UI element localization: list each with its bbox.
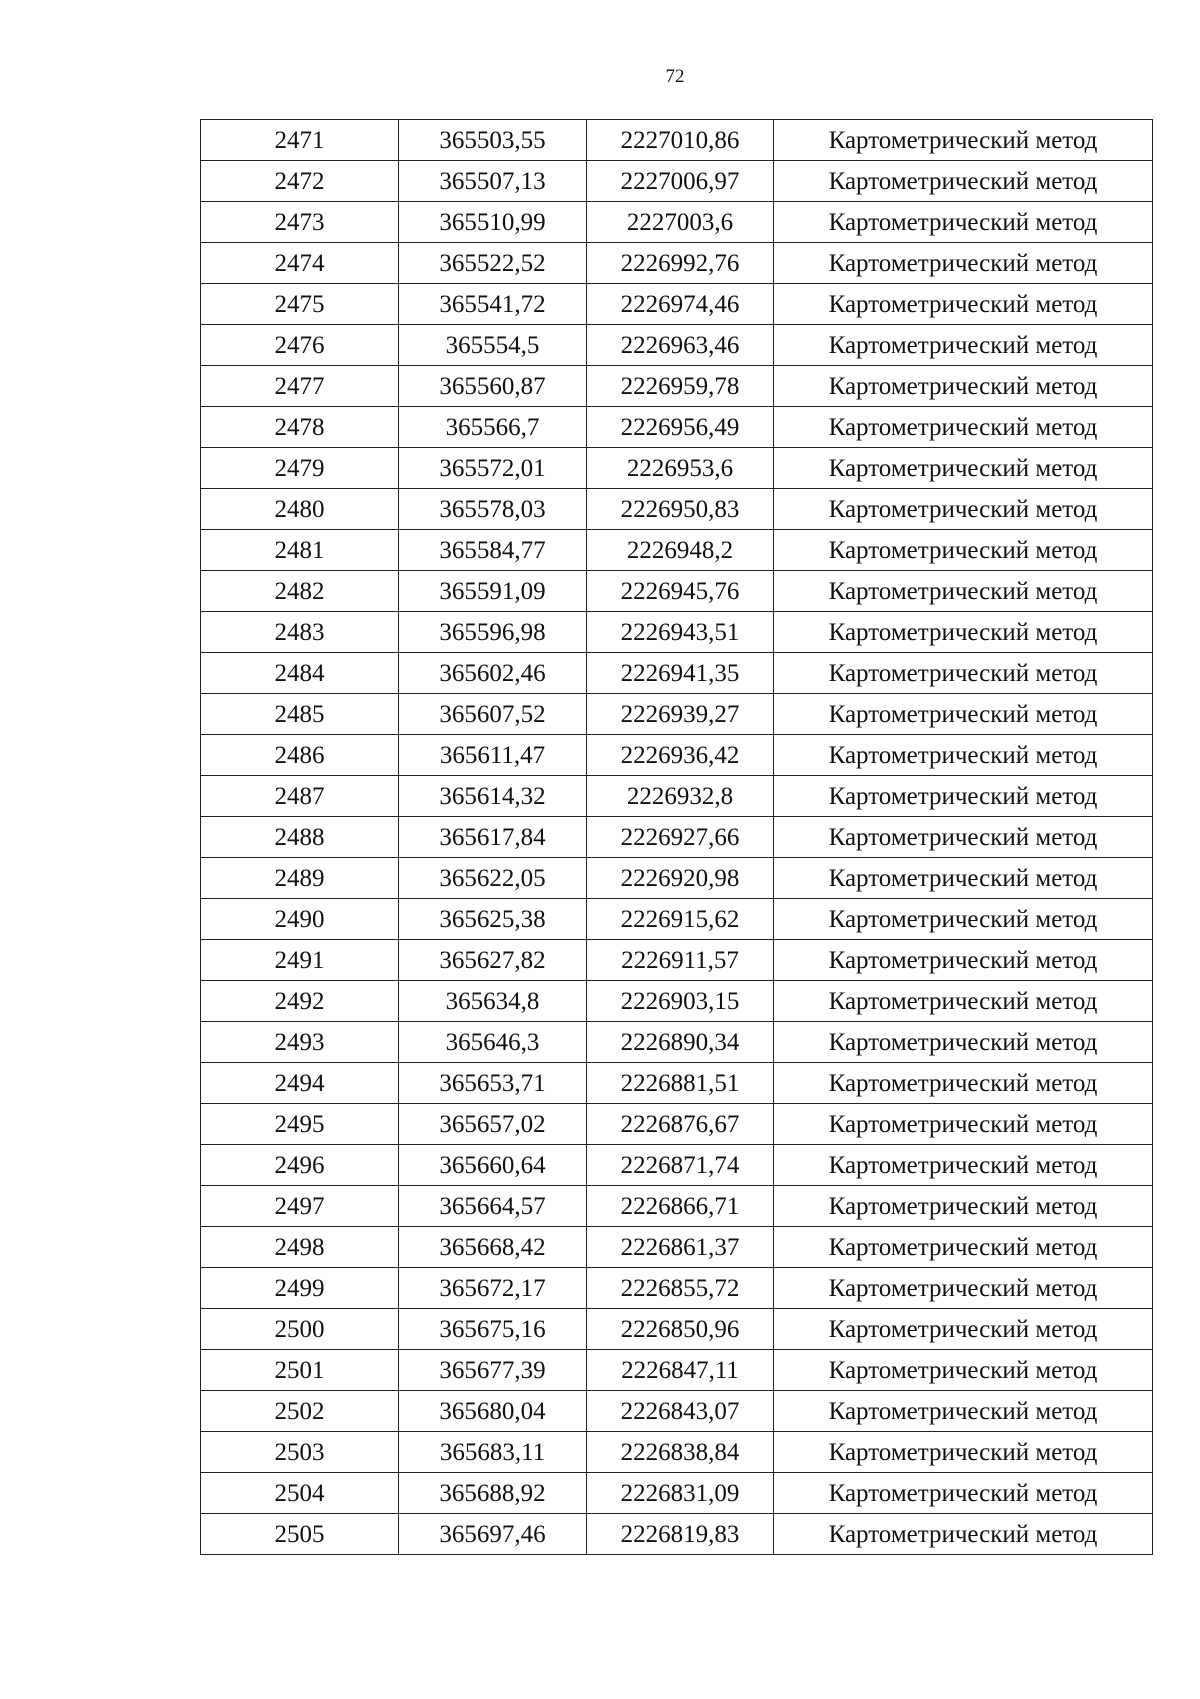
- x-coordinate-cell: 365560,87: [399, 366, 587, 407]
- coordinates-table: [200, 119, 1153, 1555]
- x-coordinate-cell: 365566,7: [399, 407, 587, 448]
- table-row: [201, 653, 1153, 694]
- method-cell: Картометрический метод: [774, 407, 1153, 448]
- y-coordinate-cell: 2226953,6: [587, 448, 774, 489]
- point-number-cell: 2498: [201, 1227, 399, 1268]
- table-row: [201, 1309, 1153, 1350]
- method-cell: Картометрический метод: [774, 981, 1153, 1022]
- x-coordinate-cell: 365584,77: [399, 530, 587, 571]
- method-cell: Картометрический метод: [774, 612, 1153, 653]
- x-coordinate-cell: 365572,01: [399, 448, 587, 489]
- table-row: [201, 366, 1153, 407]
- y-coordinate-cell: 2226920,98: [587, 858, 774, 899]
- method-cell: Картометрический метод: [774, 858, 1153, 899]
- y-coordinate-cell: 2226847,11: [587, 1350, 774, 1391]
- x-coordinate-cell: 365672,17: [399, 1268, 587, 1309]
- method-cell: Картометрический метод: [774, 1391, 1153, 1432]
- point-number-cell: 2472: [201, 161, 399, 202]
- point-number-cell: 2501: [201, 1350, 399, 1391]
- y-coordinate-cell: 2226963,46: [587, 325, 774, 366]
- table-row: [201, 858, 1153, 899]
- point-number-cell: 2500: [201, 1309, 399, 1350]
- method-cell: Картометрический метод: [774, 366, 1153, 407]
- method-cell: Картометрический метод: [774, 284, 1153, 325]
- x-coordinate-cell: 365625,38: [399, 899, 587, 940]
- table-row: [201, 489, 1153, 530]
- method-cell: Картометрический метод: [774, 1145, 1153, 1186]
- point-number-cell: 2481: [201, 530, 399, 571]
- point-number-cell: 2505: [201, 1514, 399, 1555]
- x-coordinate-cell: 365627,82: [399, 940, 587, 981]
- y-coordinate-cell: 2226915,62: [587, 899, 774, 940]
- x-coordinate-cell: 365503,55: [399, 120, 587, 161]
- x-coordinate-cell: 365657,02: [399, 1104, 587, 1145]
- point-number-cell: 2490: [201, 899, 399, 940]
- method-cell: Картометрический метод: [774, 1350, 1153, 1391]
- table-row: [201, 612, 1153, 653]
- point-number-cell: 2473: [201, 202, 399, 243]
- x-coordinate-cell: 365646,3: [399, 1022, 587, 1063]
- method-cell: Картометрический метод: [774, 940, 1153, 981]
- point-number-cell: 2471: [201, 120, 399, 161]
- y-coordinate-cell: 2227003,6: [587, 202, 774, 243]
- table-row: [201, 1432, 1153, 1473]
- table-row: [201, 694, 1153, 735]
- x-coordinate-cell: 365675,16: [399, 1309, 587, 1350]
- x-coordinate-cell: 365664,57: [399, 1186, 587, 1227]
- x-coordinate-cell: 365554,5: [399, 325, 587, 366]
- method-cell: Картометрический метод: [774, 161, 1153, 202]
- y-coordinate-cell: 2226974,46: [587, 284, 774, 325]
- method-cell: Картометрический метод: [774, 1514, 1153, 1555]
- table-row: [201, 1063, 1153, 1104]
- table-row: [201, 284, 1153, 325]
- y-coordinate-cell: 2226941,35: [587, 653, 774, 694]
- method-cell: Картометрический метод: [774, 776, 1153, 817]
- y-coordinate-cell: 2226855,72: [587, 1268, 774, 1309]
- table-row: [201, 202, 1153, 243]
- method-cell: Картометрический метод: [774, 1022, 1153, 1063]
- table-row: [201, 530, 1153, 571]
- y-coordinate-cell: 2226866,71: [587, 1186, 774, 1227]
- page-number: 72: [665, 66, 685, 87]
- point-number-cell: 2495: [201, 1104, 399, 1145]
- y-coordinate-cell: 2227006,97: [587, 161, 774, 202]
- table-row: [201, 571, 1153, 612]
- x-coordinate-cell: 365660,64: [399, 1145, 587, 1186]
- x-coordinate-cell: 365622,05: [399, 858, 587, 899]
- table-row: [201, 1514, 1153, 1555]
- table-row: [201, 1473, 1153, 1514]
- method-cell: Картометрический метод: [774, 1186, 1153, 1227]
- table-row: [201, 776, 1153, 817]
- method-cell: Картометрический метод: [774, 1473, 1153, 1514]
- point-number-cell: 2480: [201, 489, 399, 530]
- table-row: [201, 325, 1153, 366]
- x-coordinate-cell: 365677,39: [399, 1350, 587, 1391]
- method-cell: Картометрический метод: [774, 243, 1153, 284]
- method-cell: Картометрический метод: [774, 694, 1153, 735]
- x-coordinate-cell: 365614,32: [399, 776, 587, 817]
- x-coordinate-cell: 365507,13: [399, 161, 587, 202]
- point-number-cell: 2493: [201, 1022, 399, 1063]
- method-cell: Картометрический метод: [774, 1309, 1153, 1350]
- method-cell: Картометрический метод: [774, 1268, 1153, 1309]
- table-row: [201, 1022, 1153, 1063]
- y-coordinate-cell: 2226950,83: [587, 489, 774, 530]
- method-cell: Картометрический метод: [774, 1063, 1153, 1104]
- coordinates-table-body: [201, 120, 1153, 1555]
- table-row: [201, 1350, 1153, 1391]
- method-cell: Картометрический метод: [774, 735, 1153, 776]
- x-coordinate-cell: 365634,8: [399, 981, 587, 1022]
- method-cell: Картометрический метод: [774, 448, 1153, 489]
- x-coordinate-cell: 365541,72: [399, 284, 587, 325]
- point-number-cell: 2479: [201, 448, 399, 489]
- x-coordinate-cell: 365653,71: [399, 1063, 587, 1104]
- method-cell: Картометрический метод: [774, 530, 1153, 571]
- table-row: [201, 940, 1153, 981]
- x-coordinate-cell: 365510,99: [399, 202, 587, 243]
- y-coordinate-cell: 2226850,96: [587, 1309, 774, 1350]
- table-row: [201, 161, 1153, 202]
- point-number-cell: 2476: [201, 325, 399, 366]
- y-coordinate-cell: 2226939,27: [587, 694, 774, 735]
- point-number-cell: 2491: [201, 940, 399, 981]
- table-row: [201, 1227, 1153, 1268]
- table-row: [201, 1186, 1153, 1227]
- method-cell: Картометрический метод: [774, 571, 1153, 612]
- point-number-cell: 2497: [201, 1186, 399, 1227]
- y-coordinate-cell: 2226843,07: [587, 1391, 774, 1432]
- x-coordinate-cell: 365617,84: [399, 817, 587, 858]
- table-row: [201, 243, 1153, 284]
- x-coordinate-cell: 365680,04: [399, 1391, 587, 1432]
- point-number-cell: 2478: [201, 407, 399, 448]
- point-number-cell: 2485: [201, 694, 399, 735]
- x-coordinate-cell: 365683,11: [399, 1432, 587, 1473]
- point-number-cell: 2504: [201, 1473, 399, 1514]
- point-number-cell: 2482: [201, 571, 399, 612]
- table-row: [201, 448, 1153, 489]
- point-number-cell: 2486: [201, 735, 399, 776]
- table-row: [201, 735, 1153, 776]
- point-number-cell: 2499: [201, 1268, 399, 1309]
- x-coordinate-cell: 365697,46: [399, 1514, 587, 1555]
- y-coordinate-cell: 2226861,37: [587, 1227, 774, 1268]
- y-coordinate-cell: 2226932,8: [587, 776, 774, 817]
- point-number-cell: 2488: [201, 817, 399, 858]
- table-row: [201, 1104, 1153, 1145]
- point-number-cell: 2487: [201, 776, 399, 817]
- method-cell: Картометрический метод: [774, 899, 1153, 940]
- point-number-cell: 2494: [201, 1063, 399, 1104]
- x-coordinate-cell: 365607,52: [399, 694, 587, 735]
- x-coordinate-cell: 365611,47: [399, 735, 587, 776]
- method-cell: Картометрический метод: [774, 489, 1153, 530]
- x-coordinate-cell: 365596,98: [399, 612, 587, 653]
- method-cell: Картометрический метод: [774, 817, 1153, 858]
- point-number-cell: 2492: [201, 981, 399, 1022]
- x-coordinate-cell: 365522,52: [399, 243, 587, 284]
- y-coordinate-cell: 2226936,42: [587, 735, 774, 776]
- point-number-cell: 2484: [201, 653, 399, 694]
- y-coordinate-cell: 2226911,57: [587, 940, 774, 981]
- point-number-cell: 2502: [201, 1391, 399, 1432]
- y-coordinate-cell: 2226819,83: [587, 1514, 774, 1555]
- y-coordinate-cell: 2226903,15: [587, 981, 774, 1022]
- y-coordinate-cell: 2226927,66: [587, 817, 774, 858]
- method-cell: Картометрический метод: [774, 1104, 1153, 1145]
- table-row: [201, 1391, 1153, 1432]
- table-row: [201, 1145, 1153, 1186]
- point-number-cell: 2496: [201, 1145, 399, 1186]
- table-row: [201, 120, 1153, 161]
- point-number-cell: 2474: [201, 243, 399, 284]
- x-coordinate-cell: 365602,46: [399, 653, 587, 694]
- y-coordinate-cell: 2226943,51: [587, 612, 774, 653]
- y-coordinate-cell: 2226992,76: [587, 243, 774, 284]
- y-coordinate-cell: 2226945,76: [587, 571, 774, 612]
- table-row: [201, 1268, 1153, 1309]
- y-coordinate-cell: 2226831,09: [587, 1473, 774, 1514]
- y-coordinate-cell: 2226959,78: [587, 366, 774, 407]
- y-coordinate-cell: 2227010,86: [587, 120, 774, 161]
- x-coordinate-cell: 365668,42: [399, 1227, 587, 1268]
- x-coordinate-cell: 365591,09: [399, 571, 587, 612]
- method-cell: Картометрический метод: [774, 653, 1153, 694]
- table-row: [201, 817, 1153, 858]
- point-number-cell: 2477: [201, 366, 399, 407]
- y-coordinate-cell: 2226881,51: [587, 1063, 774, 1104]
- method-cell: Картометрический метод: [774, 1432, 1153, 1473]
- method-cell: Картометрический метод: [774, 1227, 1153, 1268]
- y-coordinate-cell: 2226871,74: [587, 1145, 774, 1186]
- point-number-cell: 2475: [201, 284, 399, 325]
- method-cell: Картометрический метод: [774, 120, 1153, 161]
- x-coordinate-cell: 365688,92: [399, 1473, 587, 1514]
- point-number-cell: 2483: [201, 612, 399, 653]
- point-number-cell: 2503: [201, 1432, 399, 1473]
- y-coordinate-cell: 2226948,2: [587, 530, 774, 571]
- table-row: [201, 407, 1153, 448]
- table-row: [201, 899, 1153, 940]
- method-cell: Картометрический метод: [774, 202, 1153, 243]
- x-coordinate-cell: 365578,03: [399, 489, 587, 530]
- y-coordinate-cell: 2226956,49: [587, 407, 774, 448]
- method-cell: Картометрический метод: [774, 325, 1153, 366]
- table-row: [201, 981, 1153, 1022]
- point-number-cell: 2489: [201, 858, 399, 899]
- y-coordinate-cell: 2226838,84: [587, 1432, 774, 1473]
- y-coordinate-cell: 2226890,34: [587, 1022, 774, 1063]
- y-coordinate-cell: 2226876,67: [587, 1104, 774, 1145]
